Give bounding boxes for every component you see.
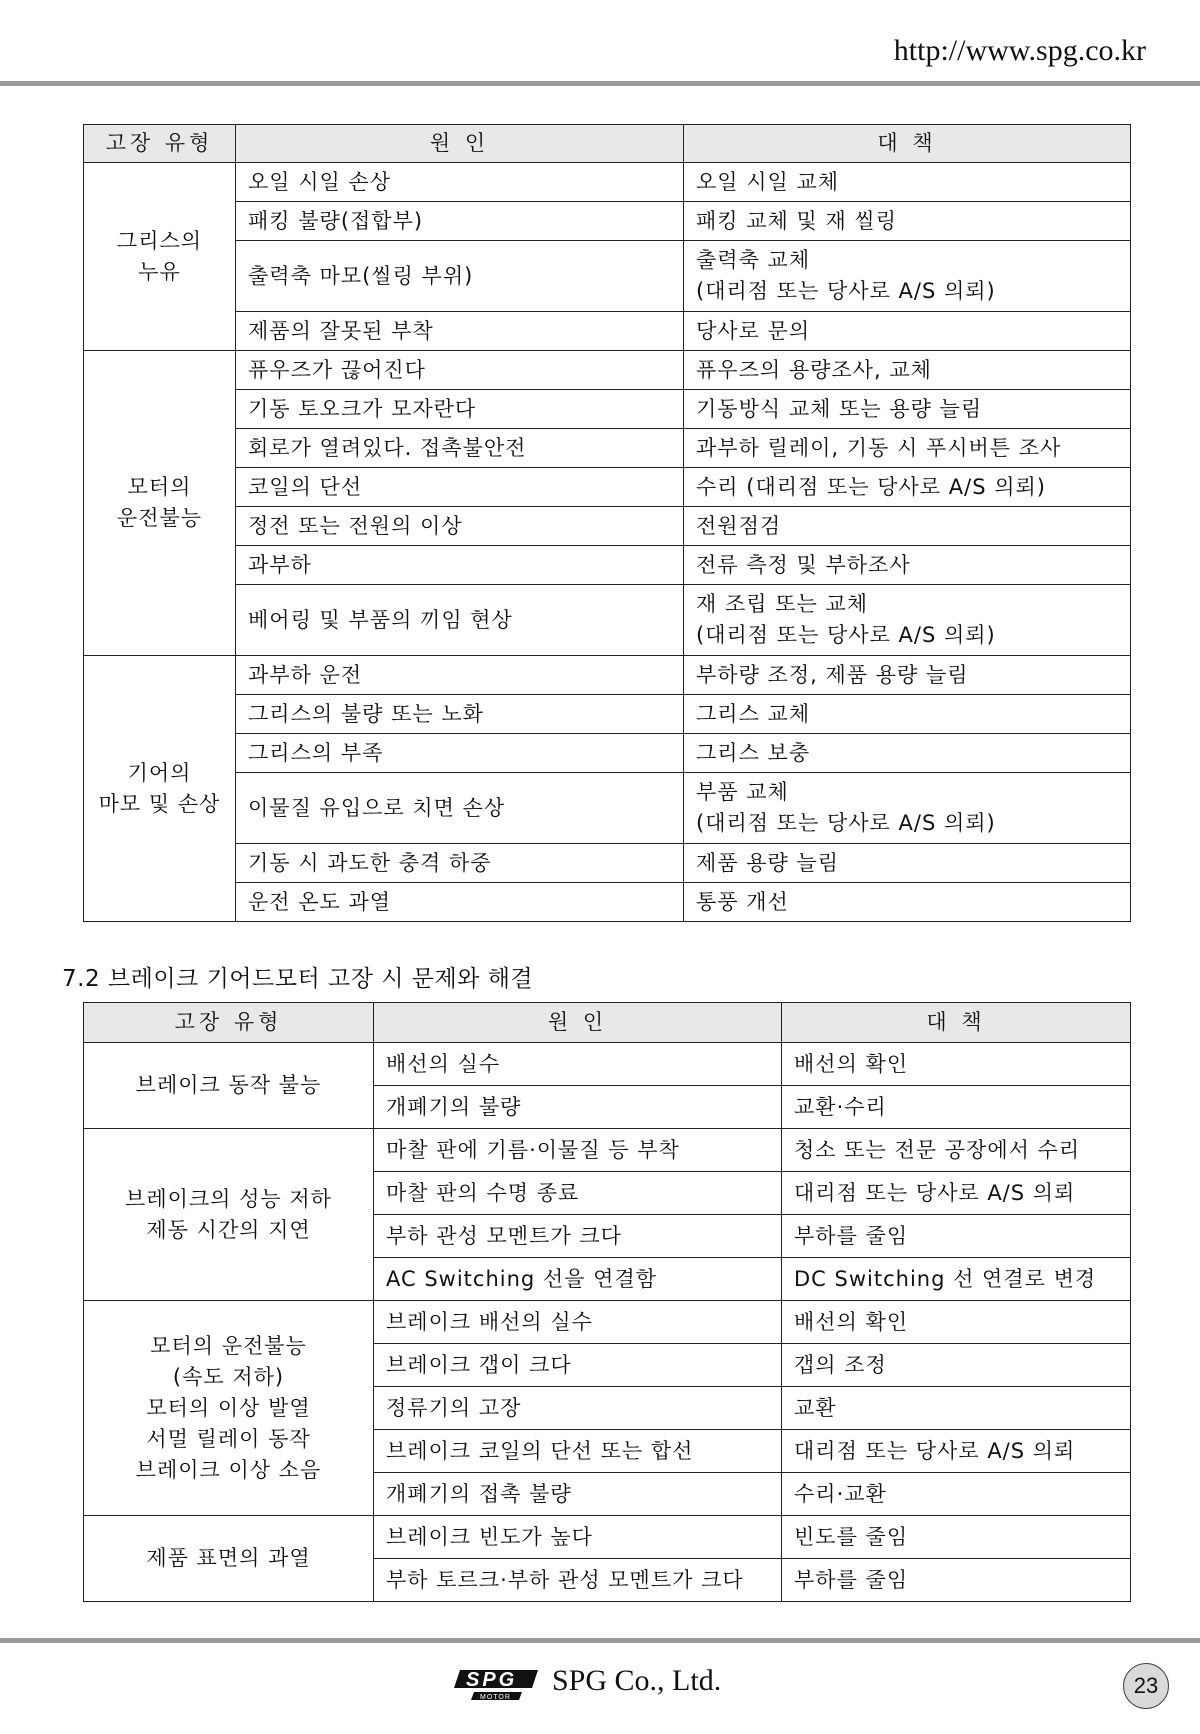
section-title: 7.2 브레이크 기어드모터 고장 시 문제와 해결 <box>62 966 534 992</box>
remedy-cell: 전류 측정 및 부하조사 <box>684 546 1131 585</box>
remedy-cell: 부하를 줄임 <box>782 1215 1131 1258</box>
troubleshooting-table-brake-motor <box>83 1002 1131 1602</box>
cause-cell: 출력축 마모(씰링 부위) <box>236 241 684 312</box>
cause-cell: 브레이크 코일의 단선 또는 합선 <box>374 1430 782 1473</box>
remedy-cell: 그리스 교체 <box>684 695 1131 734</box>
header-remedy: 대 책 <box>782 1003 1131 1043</box>
cause-cell: 개폐기의 접촉 불량 <box>374 1473 782 1516</box>
cause-cell: 회로가 열려있다. 접촉불안전 <box>236 429 684 468</box>
remedy-cell: DC Switching 선 연결로 변경 <box>782 1258 1131 1301</box>
remedy-cell: 부하량 조정, 제품 용량 늘림 <box>684 656 1131 695</box>
cause-cell: 운전 온도 과열 <box>236 883 684 922</box>
remedy-cell: 출력축 교체 (대리점 또는 당사로 A/S 의뢰) <box>684 241 1131 312</box>
header-divider <box>0 81 1200 86</box>
cause-cell: 마찰 판에 기름·이물질 등 부착 <box>374 1129 782 1172</box>
header-cause: 원 인 <box>236 125 684 163</box>
cause-cell: 이물질 유입으로 치면 손상 <box>236 773 684 844</box>
cause-cell: 패킹 불량(접합부) <box>236 202 684 241</box>
remedy-cell: 패킹 교체 및 재 씰링 <box>684 202 1131 241</box>
cause-cell: 기동 토오크가 모자란다 <box>236 390 684 429</box>
header-fault-type: 고장 유형 <box>84 125 236 163</box>
cause-cell: 기동 시 과도한 충격 하중 <box>236 844 684 883</box>
header-remedy: 대 책 <box>684 125 1131 163</box>
cause-cell: 그리스의 부족 <box>236 734 684 773</box>
remedy-cell: 부하를 줄임 <box>782 1559 1131 1602</box>
cause-cell: 마찰 판의 수명 종료 <box>374 1172 782 1215</box>
cause-cell: 정전 또는 전원의 이상 <box>236 507 684 546</box>
fault-type-cell: 제품 표면의 과열 <box>84 1516 374 1602</box>
logo-text: SPG <box>466 1669 518 1691</box>
fault-type-cell: 모터의 운전불능 <box>84 351 236 656</box>
cause-cell: AC Switching 선을 연결함 <box>374 1258 782 1301</box>
remedy-cell: 배선의 확인 <box>782 1301 1131 1344</box>
logo-subtext: MOTOR <box>480 1694 511 1701</box>
fault-type-cell: 브레이크 동작 불능 <box>84 1043 374 1129</box>
remedy-cell: 통풍 개선 <box>684 883 1131 922</box>
remedy-cell: 제품 용량 늘림 <box>684 844 1131 883</box>
cause-cell: 퓨우즈가 끊어진다 <box>236 351 684 390</box>
cause-cell: 과부하 운전 <box>236 656 684 695</box>
fault-type-cell: 그리스의 누유 <box>84 163 236 351</box>
remedy-cell: 전원점검 <box>684 507 1131 546</box>
cause-cell: 브레이크 배선의 실수 <box>374 1301 782 1344</box>
cause-cell: 부하 토르크·부하 관성 모멘트가 크다 <box>374 1559 782 1602</box>
cause-cell: 오일 시일 손상 <box>236 163 684 202</box>
remedy-cell: 대리점 또는 당사로 A/S 의뢰 <box>782 1172 1131 1215</box>
remedy-cell: 수리·교환 <box>782 1473 1131 1516</box>
remedy-cell: 교환 <box>782 1387 1131 1430</box>
page-number: 23 <box>1123 1663 1169 1709</box>
remedy-cell: 오일 시일 교체 <box>684 163 1131 202</box>
remedy-cell: 재 조립 또는 교체 (대리점 또는 당사로 A/S 의뢰) <box>684 585 1131 656</box>
remedy-cell: 기동방식 교체 또는 용량 늘림 <box>684 390 1131 429</box>
remedy-cell: 청소 또는 전문 공장에서 수리 <box>782 1129 1131 1172</box>
fault-type-cell: 브레이크의 성능 저하 제동 시간의 지연 <box>84 1129 374 1301</box>
header-cause: 원 인 <box>374 1003 782 1043</box>
company-name: SPG Co., Ltd. <box>552 1664 722 1697</box>
website-url: http://www.spg.co.kr <box>893 34 1146 67</box>
footer-divider <box>0 1638 1200 1643</box>
cause-cell: 과부하 <box>236 546 684 585</box>
cause-cell: 베어링 및 부품의 끼임 현상 <box>236 585 684 656</box>
remedy-cell: 퓨우즈의 용량조사, 교체 <box>684 351 1131 390</box>
cause-cell: 코일의 단선 <box>236 468 684 507</box>
remedy-cell: 대리점 또는 당사로 A/S 의뢰 <box>782 1430 1131 1473</box>
remedy-cell: 부품 교체 (대리점 또는 당사로 A/S 의뢰) <box>684 773 1131 844</box>
header-fault-type: 고장 유형 <box>84 1003 374 1043</box>
cause-cell: 배선의 실수 <box>374 1043 782 1086</box>
cause-cell: 제품의 잘못된 부착 <box>236 312 684 351</box>
cause-cell: 브레이크 빈도가 높다 <box>374 1516 782 1559</box>
remedy-cell: 갭의 조정 <box>782 1344 1131 1387</box>
remedy-cell: 그리스 보충 <box>684 734 1131 773</box>
fault-type-cell: 기어의 마모 및 손상 <box>84 656 236 922</box>
remedy-cell: 교환·수리 <box>782 1086 1131 1129</box>
cause-cell: 개폐기의 불량 <box>374 1086 782 1129</box>
fault-type-cell: 모터의 운전불능 (속도 저하) 모터의 이상 발열 서멀 릴레이 동작 브레이크 이상 소음 <box>84 1301 374 1516</box>
remedy-cell: 과부하 릴레이, 기동 시 푸시버튼 조사 <box>684 429 1131 468</box>
cause-cell: 부하 관성 모멘트가 크다 <box>374 1215 782 1258</box>
cause-cell: 브레이크 갭이 크다 <box>374 1344 782 1387</box>
remedy-cell: 배선의 확인 <box>782 1043 1131 1086</box>
remedy-cell: 수리 (대리점 또는 당사로 A/S 의뢰) <box>684 468 1131 507</box>
remedy-cell: 당사로 문의 <box>684 312 1131 351</box>
troubleshooting-table-geared-motor <box>83 124 1131 922</box>
spg-logo <box>452 1664 542 1706</box>
cause-cell: 정류기의 고장 <box>374 1387 782 1430</box>
cause-cell: 그리스의 불량 또는 노화 <box>236 695 684 734</box>
remedy-cell: 빈도를 줄임 <box>782 1516 1131 1559</box>
